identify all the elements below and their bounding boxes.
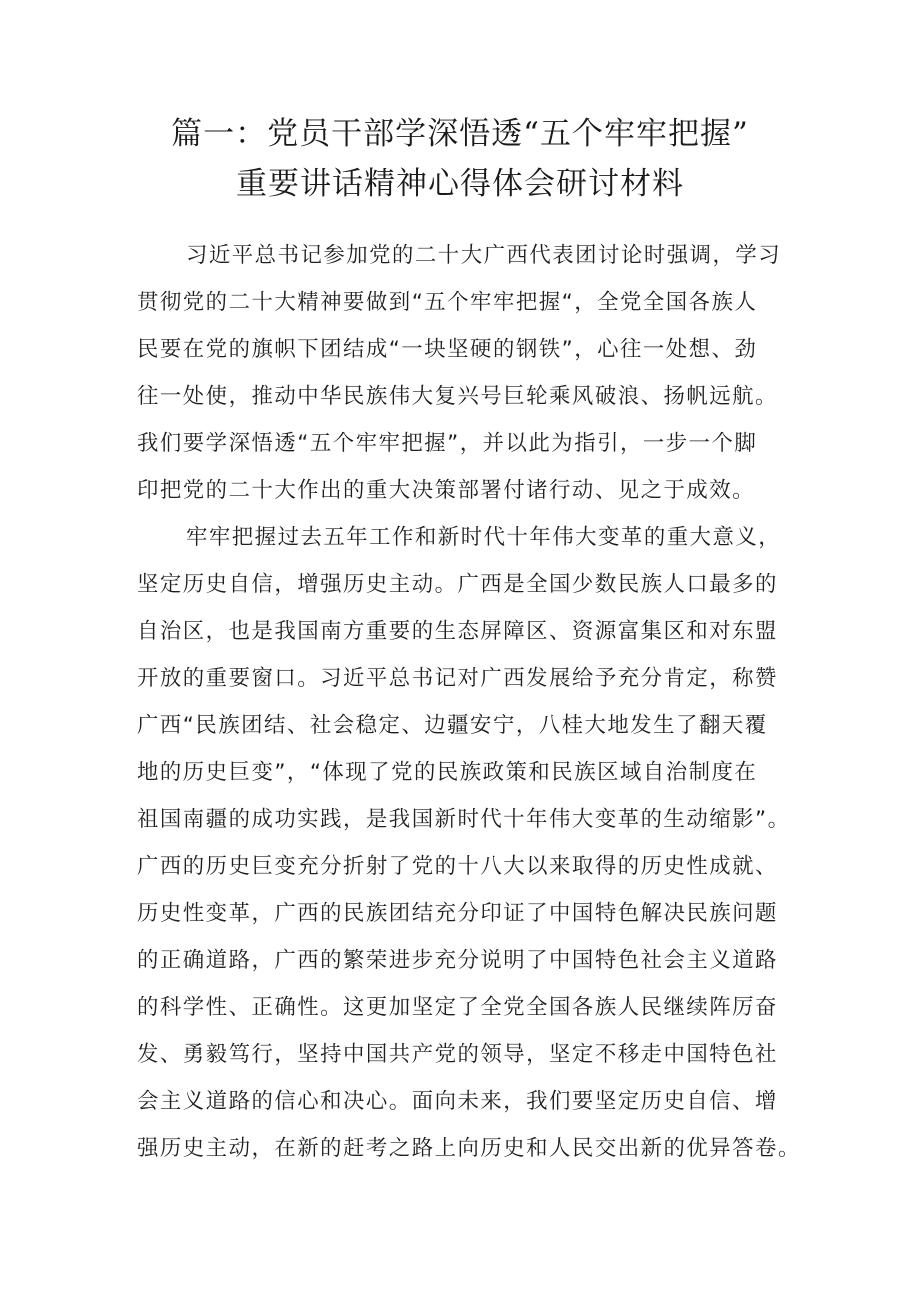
- text-line: 印把党的二十大作出的重大决策部署付诸行动、见之于成效。: [137, 478, 756, 503]
- text-line: 自治区，也是我国南方重要的生态屏障区、资源富集区和对东盟: [137, 619, 778, 644]
- text-line: 强历史主动，在新的赶考之路上向历史和人民交出新的优异答卷。: [137, 1136, 801, 1161]
- text-line: 坚定历史自信，增强历史主动。广西是全国少数民族人口最多的: [137, 572, 778, 597]
- text-line: 广西的历史巨变充分折射了党的十八大以来取得的历史性成就、: [137, 854, 778, 879]
- paragraph-2: [137, 514, 807, 1172]
- text-line: 的正确道路，广西的繁荣进步充分说明了中国特色社会主义道路: [137, 948, 778, 973]
- document-title-line-1: 篇一：党员干部学深悟透“五个牢牢把握”: [171, 116, 749, 152]
- paragraph-1: [137, 232, 807, 514]
- text-line: 广西“民族团结、社会稳定、边疆安宁，八桂大地发生了翻天覆: [137, 713, 768, 738]
- text-line: 祖国南疆的成功实践，是我国新时代十年伟大变革的生动缩影”。: [137, 807, 791, 832]
- document-title-line-2: 重要讲话精神心得体会研讨材料: [236, 166, 684, 202]
- text-line: 会主义道路的信心和决心。面向未来，我们要坚定历史自信、增: [137, 1089, 778, 1114]
- text-line: 牢牢把握过去五年工作和新时代十年伟大变革的重大意义，: [186, 525, 782, 550]
- text-line: 地的历史巨变”，“体现了党的民族政策和民族区域自治制度在: [137, 760, 758, 785]
- text-line: 习近平总书记参加党的二十大广西代表团讨论时强调，学习: [186, 243, 782, 268]
- text-line: 发、勇毅笃行，坚持中国共产党的领导，坚定不移走中国特色社: [137, 1042, 778, 1067]
- text-line: 的科学性、正确性。这更加坚定了全党全国各族人民继续阵厉奋: [137, 995, 778, 1020]
- text-line: 民要在党的旗帜下团结成“一块坚硬的钢铁”，心往一处想、劲: [137, 337, 758, 362]
- text-line: 我们要学深悟透“五个牢牢把握”，并以此为指引，一步一个脚: [137, 431, 758, 456]
- text-line: 贯彻党的二十大精神要做到“五个牢牢把握“，全党全国各族人: [137, 290, 758, 315]
- text-line: 往一处使，推动中华民族伟大复兴号巨轮乘风破浪、扬帆远航。: [137, 384, 778, 409]
- text-line: 开放的重要窗口。习近平总书记对广西发展给予充分肯定，称赞: [137, 666, 778, 691]
- document-body: [137, 232, 807, 1172]
- text-line: 历史性变革，广西的民族团结充分印证了中国特色解决民族问题: [137, 901, 778, 926]
